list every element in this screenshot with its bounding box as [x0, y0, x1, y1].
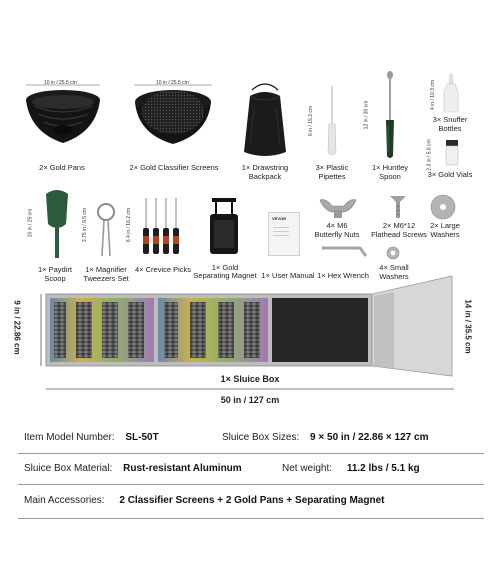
- scoop-caption-1: 1× Paydirt: [38, 265, 72, 274]
- backpack-caption-1: 1× Drawstring: [241, 163, 289, 172]
- magnet-caption-2: Separating Magnet: [193, 271, 257, 280]
- small-washers-caption-2: Washers: [379, 272, 409, 281]
- huntley-spoon-image: [380, 70, 400, 162]
- screws-caption-2: Flathead Screws: [371, 230, 427, 239]
- spec-row-size: [222, 432, 428, 443]
- weight-label: Net weight:: [282, 463, 333, 474]
- sluice-length-line: [46, 386, 454, 392]
- snuffer-bottle-image: [442, 74, 460, 114]
- material-value: Rust-resistant Aluminum: [123, 463, 242, 474]
- nuts-caption-2: Butterfly Nuts: [314, 230, 360, 239]
- separating-magnet-image: [206, 198, 242, 256]
- tweezers-caption-2: Tweezers Set: [83, 274, 129, 283]
- sluice-length-label: 50 in / 127 cm: [220, 395, 280, 405]
- classifier-dimension: 10 in / 25.5 cm: [156, 80, 189, 86]
- size-value: 9 × 50 in / 22.86 × 127 cm: [310, 432, 429, 443]
- bottle-dimension: 4 in / 10.3 cm: [430, 79, 437, 111]
- material-label: Sluice Box Material:: [24, 463, 113, 474]
- pipettes-caption-2: Pipettes: [318, 172, 346, 181]
- nuts-caption-1: 4× M6: [326, 221, 348, 230]
- small-washers-caption-1: 4× Small: [379, 263, 409, 272]
- wrench-caption: 1× Hex Wrench: [317, 271, 369, 280]
- gold-pan-dimension: 10 in / 25.5 cm: [44, 80, 77, 86]
- spec-divider-2: [18, 484, 484, 485]
- spec-divider-3: [18, 518, 484, 519]
- manual-brand: VEVOR: [272, 216, 287, 221]
- classifier-caption: 2× Gold Classifier Screens: [129, 163, 219, 172]
- small-washer-image: [386, 246, 400, 260]
- user-manual-image: [268, 212, 300, 256]
- flathead-screw-image: [388, 194, 408, 220]
- model-label: Item Model Number:: [24, 432, 115, 443]
- sluice-height-label: 9 in / 22.86 cm: [12, 300, 22, 355]
- gold-vial-image: [444, 140, 460, 166]
- hex-wrench-image: [320, 244, 368, 258]
- spoon-caption-1: 1× Huntley: [371, 163, 409, 172]
- spec-row-accessories: [24, 495, 384, 506]
- vials-caption: 3× Gold Vials: [427, 170, 473, 179]
- manual-text-lines: [273, 227, 289, 228]
- weight-value: 11.2 lbs / 5.1 kg: [346, 463, 420, 474]
- spec-row-material: [24, 463, 242, 474]
- spec-row-model: [24, 432, 159, 443]
- accessories-value: 2 Classifier Screens + 2 Gold Pans + Separating Magnet: [119, 495, 385, 506]
- tweezers-dimension: 3.75 in / 9.5 cm: [82, 207, 89, 243]
- scoop-caption-2: Scoop: [44, 274, 66, 283]
- spec-row-weight: [282, 463, 420, 474]
- sluice-end-height-label: 14 in / 35.5 cm: [463, 299, 473, 354]
- tweezers-caption-1: 1× Magnifier: [85, 265, 127, 274]
- picks-dimension: 6.4 in / 16.2 cm: [126, 207, 133, 243]
- magnet-caption-1: 1× Gold: [211, 263, 239, 272]
- crevice-picks-image: [140, 196, 182, 262]
- bottles-caption-2: Bottles: [438, 124, 462, 133]
- large-washer-image: [430, 194, 456, 220]
- classifier-screen-image: [132, 88, 214, 150]
- sluice-caption: 1× Sluice Box: [220, 374, 280, 384]
- screws-caption-1: 2× M6*12: [382, 221, 416, 230]
- size-label: Sluice Box Sizes:: [222, 432, 300, 443]
- bottles-caption-1: 3× Snuffer: [432, 115, 468, 124]
- magnifier-tweezers-image: [94, 202, 118, 258]
- backpack-caption-2: Backpack: [248, 172, 282, 181]
- manual-caption: 1× User Manual: [261, 271, 315, 280]
- accessories-label: Main Accessories:: [24, 495, 105, 506]
- scoop-dimension: 10 in / 25 cm: [27, 208, 34, 238]
- model-value: SL-50T: [125, 432, 159, 443]
- sluice-box-image: [44, 276, 456, 376]
- large-washers-caption-1: 2× Large: [430, 221, 460, 230]
- backpack-image: [238, 80, 292, 160]
- large-washers-caption-2: Washers: [430, 230, 460, 239]
- gold-pan-image: [24, 88, 102, 150]
- paydirt-scoop-image: [44, 188, 70, 260]
- spec-divider-1: [18, 453, 484, 454]
- pipette-dimension: 6 in / 15.3 cm: [308, 105, 315, 137]
- butterfly-nut-image: [318, 196, 358, 220]
- vial-dimension: 2.3 in / 5.8 cm: [426, 139, 433, 171]
- spoon-dimension: 12 in / 30 cm: [363, 100, 370, 130]
- picks-caption: 4× Crevice Picks: [134, 265, 192, 274]
- pipettes-caption-1: 3× Plastic: [315, 163, 349, 172]
- pipettes-image: [322, 84, 342, 160]
- gold-pans-caption: 2× Gold Pans: [39, 163, 85, 172]
- spoon-caption-2: Spoon: [379, 172, 401, 181]
